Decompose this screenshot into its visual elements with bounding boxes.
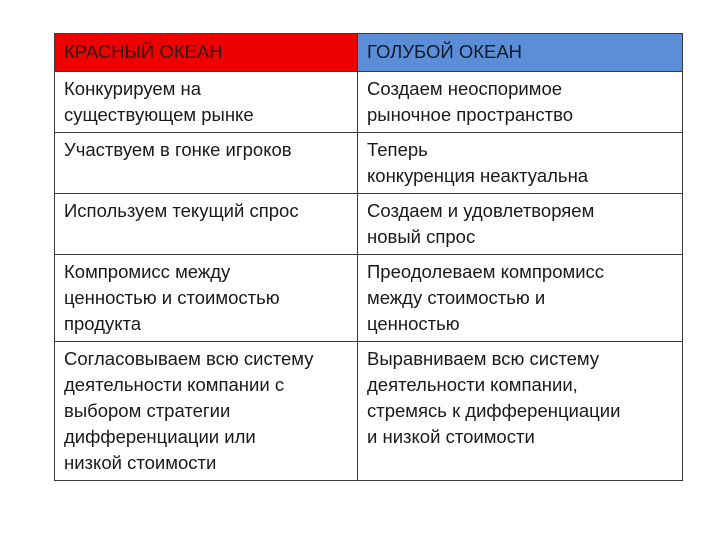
blue-ocean-header: ГОЛУБОЙ ОКЕАН [358,34,683,72]
table-row [55,255,683,342]
table-row [55,72,683,133]
blue-ocean-cell: Выравниваем всю систему деятельности компании, стремясь к дифференциации и низкой стоимости [358,342,683,481]
red-ocean-cell: Конкурируем на существующем рынке [55,72,358,133]
blue-ocean-cell: Создаем и удовлетворяем новый спрос [358,194,683,255]
red-ocean-header: КРАСНЫЙ ОКЕАН [55,34,358,72]
table-row [55,342,683,481]
comparison-table [54,33,683,481]
red-ocean-cell: Компромисс между ценностью и стоимостью продукта [55,255,358,342]
blue-ocean-cell: Преодолеваем компромисс между стоимостью и ценностью [358,255,683,342]
red-ocean-cell: Участвуем в гонке игроков [55,133,358,194]
red-ocean-cell: Согласовываем всю систему деятельности компании с выбором стратегии дифференциации или низкой стоимости [55,342,358,481]
blue-ocean-cell: Теперь конкуренция неактуальна [358,133,683,194]
table-row [55,194,683,255]
blue-ocean-cell: Создаем неоспоримое рыночное пространство [358,72,683,133]
table-row [55,133,683,194]
red-ocean-cell: Используем текущий спрос [55,194,358,255]
table-header-row [55,34,683,72]
